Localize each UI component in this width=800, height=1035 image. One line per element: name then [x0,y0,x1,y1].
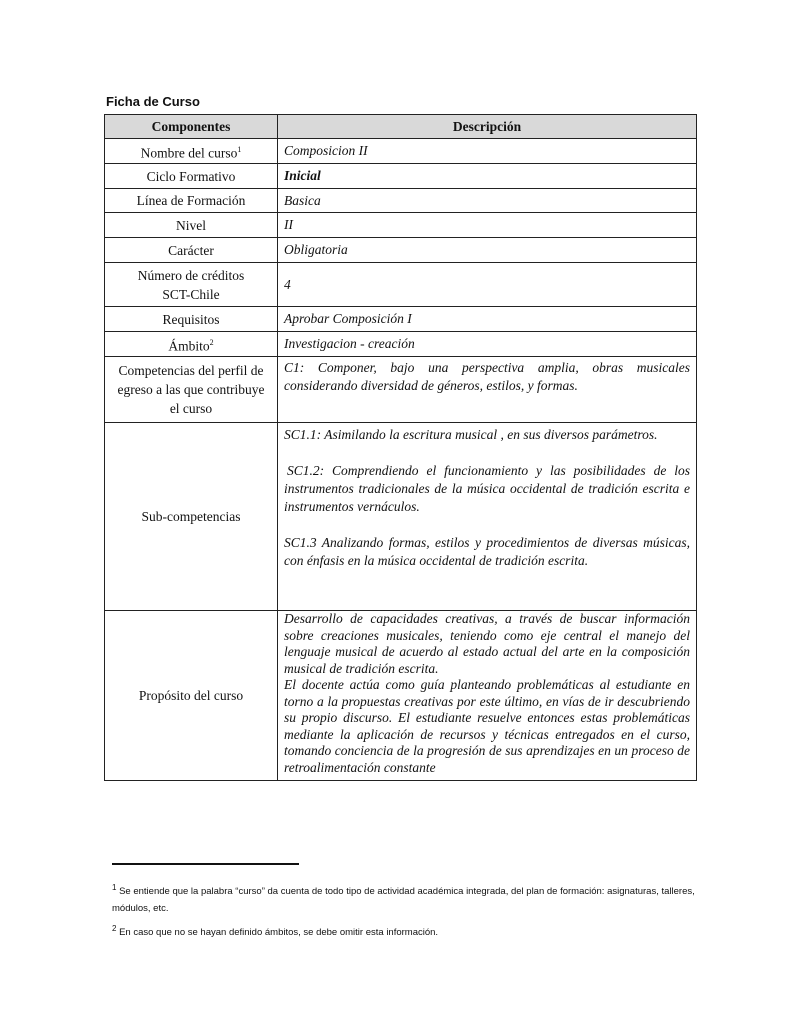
course-table [104,114,697,781]
table-row [105,139,697,164]
label-caracter: Carácter [105,238,278,263]
footnote-text: En caso que no se hayan definido ámbitos, se debe omitir esta información. [119,927,439,939]
value-ambito: Investigacion - creación [278,332,697,357]
table-row [105,357,697,423]
table-row [105,332,697,357]
label-line: SCT-Chile [162,286,220,302]
footnote-number: 2 [112,924,117,933]
label-ambito [105,332,278,357]
footnote-number: 1 [112,883,117,892]
table-row [105,263,697,307]
footnote-1 [112,879,702,917]
footnote-text: Se entiende que la palabra “curso” da cuenta de todo tipo de actividad académica integrada, del plan de formación: asignaturas, talleres, módulos, etc. [112,886,695,915]
page-title: Ficha de Curso [106,94,200,109]
value-nombre: Composicion II [278,139,697,164]
label-text: Nombre del curso [140,145,238,161]
table-row [105,611,697,781]
table-header-row [105,115,697,139]
label-nombre [105,139,278,164]
label-requisitos: Requisitos [105,307,278,332]
table-row [105,213,697,238]
value-linea: Basica [278,189,697,213]
label-competencias: Competencias del perfil de egreso a las que contribuye el curso [105,357,278,423]
header-componentes: Componentes [105,115,278,139]
label-ciclo: Ciclo Formativo [105,164,278,189]
value-nivel: II [278,213,697,238]
footnote-separator [112,863,299,865]
table-row [105,189,697,213]
header-descripcion: Descripción [278,115,697,139]
table-row [105,307,697,332]
sub-competencia: SC1.3 Analizando formas, estilos y procedimientos de diversas músicas, con énfasis en la música occidental de tradición escrita. [284,535,690,568]
value-competencias: C1: Componer, bajo una perspectiva amplia, obras musicales considerando diversidad de géneros, estilos, y formas. [278,357,697,423]
value-ciclo: Inicial [278,164,697,189]
label-proposito: Propósito del curso [105,611,278,781]
value-creditos: 4 [278,263,697,307]
table-row [105,238,697,263]
table-row [105,423,697,611]
label-creditos [105,263,278,307]
footnote-2 [112,920,702,941]
footnote-ref: 1 [237,144,242,154]
paragraph: Desarrollo de capacidades creativas, a través de buscar información sobre creaciones musicales, teniendo como eje central el manejo del lenguaje musical de acuerdo al estado actual del arte en la composición musical de tradición escrita. [284,611,690,676]
paragraph: El docente actúa como guía planteando problemáticas al estudiante en torno a la propuestas creativas por este último, en vías de ir descubriendo su propio discurso. El estudiante resuelve entonces estas problemáticas mediante la aplicación de recursos y técnicas entregados en el curso, tomando conciencia de la progresión de sus aprendizajes en un proceso de retroalimentación constante [284,677,690,775]
label-nivel: Nivel [105,213,278,238]
label-linea: Línea de Formación [105,189,278,213]
footnote-ref: 2 [209,337,214,347]
label-sub: Sub-competencias [105,423,278,611]
value-requisitos: Aprobar Composición I [278,307,697,332]
label-text: Ámbito [168,338,210,354]
table-row [105,164,697,189]
sub-competencia: SC1.2: Comprendiendo el funcionamiento y las posibilidades de los instrumentos tradicionales de la música occidental de tradición escrita e instrumentos vernáculos. [284,463,690,514]
value-proposito [278,611,697,781]
sub-competencia: SC1.1: Asimilando la escritura musical , en sus diversos parámetros. [284,427,658,442]
value-sub [278,423,697,611]
value-caracter: Obligatoria [278,238,697,263]
label-line: Número de créditos [137,267,245,283]
